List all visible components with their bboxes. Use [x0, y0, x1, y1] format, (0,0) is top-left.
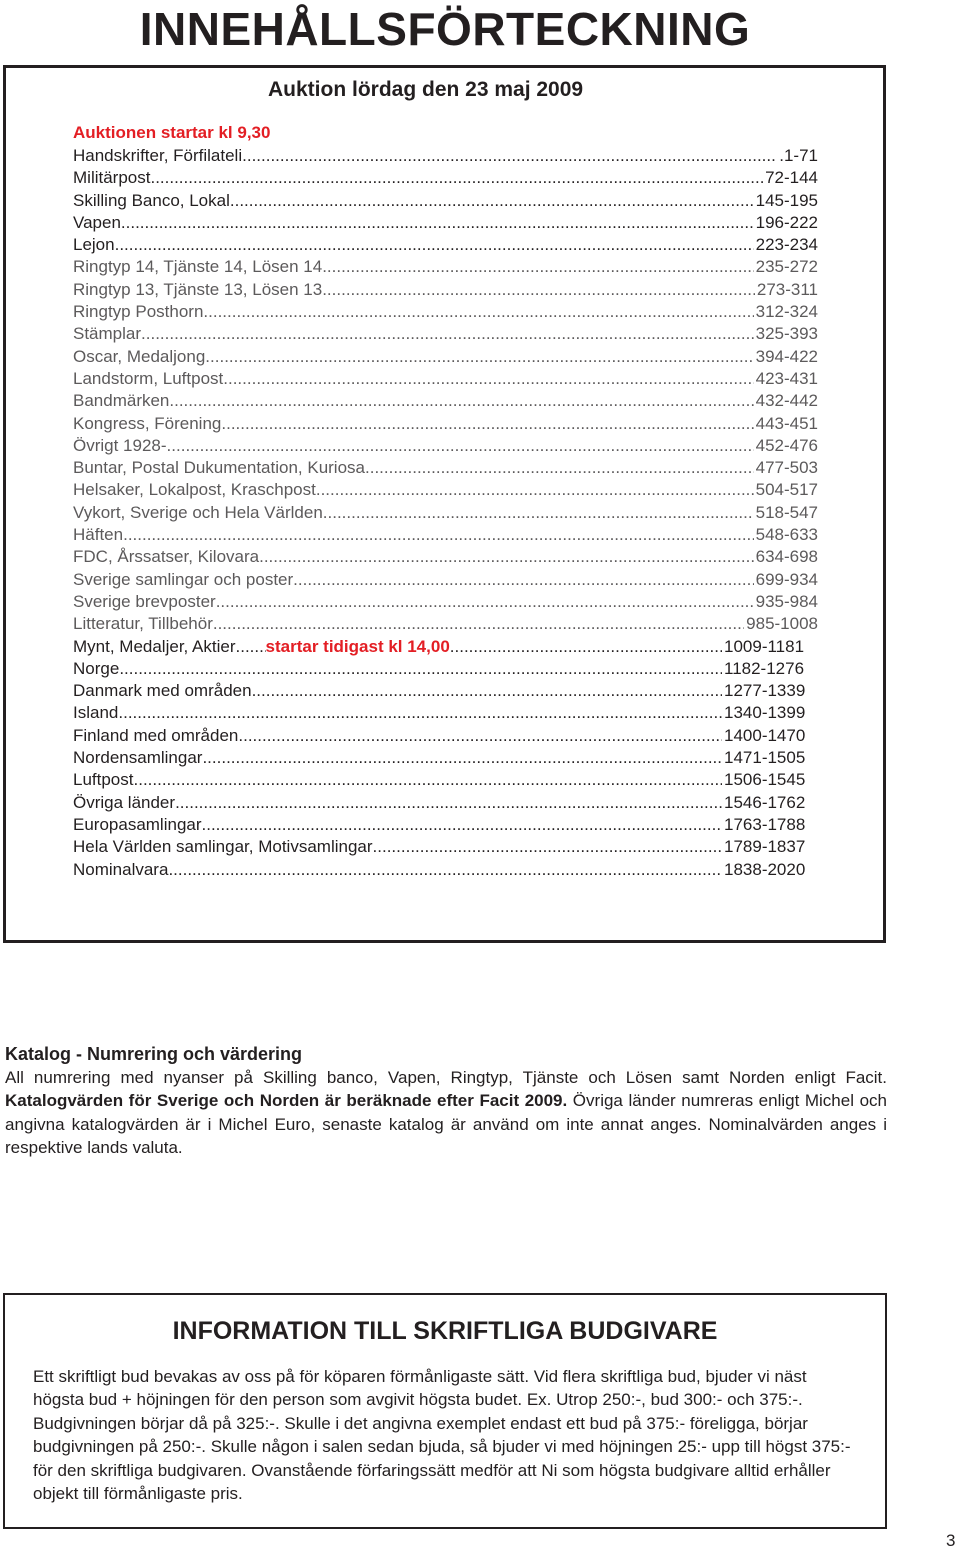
toc-label: Norge [73, 658, 120, 678]
toc-row [73, 613, 818, 635]
info-text: Ett skriftligt bud bevakas av oss på för köparen förmånligaste sätt. Vid flera skriftliga bud, bjuder vi näst högsta bud + höjningen för den person som avgivit högsta budet. Ex. Utrop 250:-, bud 300:- och 375:-. Budgivningen börjar då på 325:-. Skulle i det angivna exemplet endast ett bud på 375:- föreligga, börjar budgivningen på 250:-. Skulle någon i salen sedan bjuda, så bjuder vi med höjningen 25:- upp till högst 375:- för den skriftliga budgivaren. Ovanstående förfaringssätt medför att Ni som högsta budgivare alltid erhåller objekt till förmånligaste pris. [33, 1367, 851, 1504]
toc-leader-dots [322, 279, 755, 301]
toc-row [73, 435, 818, 457]
toc-leader-dots [121, 212, 754, 234]
toc-leader-dots [118, 702, 722, 724]
toc-range: 1277-1339 [724, 681, 806, 701]
toc-range: 273-311 [756, 279, 818, 299]
toc-label: Island [73, 703, 119, 723]
auction-start-note: Auktionen startar kl 9,30 [73, 123, 271, 142]
toc-label: Buntar, Postal Dukumentation, Kuriosa [73, 458, 365, 478]
catalog-text-part-1: All numrering med nyanser på Skilling banco, Vapen, Ringtyp, Tjänste och Lösen samt Norden enligt Facit. [5, 1068, 887, 1087]
toc-leader-dots [202, 747, 722, 769]
toc-leader-dots [365, 457, 754, 479]
catalog-text-part-2: Övriga länder numreras enligt Michel och angivna katalogvärden är i Michel Euro, senaste katalog är använd om inte annat anges. Nominalvärden anges i respektive lands valuta. [5, 1091, 887, 1157]
toc-range: 699-934 [755, 569, 818, 589]
toc-label: Sverige samlingar och poster [73, 569, 294, 589]
toc-row [73, 680, 818, 702]
toc-row [73, 323, 818, 345]
toc-row [73, 212, 818, 234]
toc-leader-dots [230, 190, 754, 212]
toc-leader-dots [123, 524, 754, 546]
toc-range: 1471-1505 [724, 748, 806, 768]
toc-row [73, 569, 818, 591]
toc-leader-dots [450, 636, 722, 658]
toc-row [73, 279, 818, 301]
toc-leader-dots [169, 390, 753, 412]
toc-leader-dots [167, 435, 754, 457]
toc-leader-dots [293, 569, 753, 591]
toc-leader-dots [236, 636, 266, 658]
toc-label: Vykort, Sverige och Hela Världen [73, 502, 323, 522]
toc-label: Hela Världen samlingar, Motivsamlingar [73, 837, 373, 857]
toc-label: Övrigt 1928- [73, 435, 167, 455]
toc-range: 312-324 [755, 302, 818, 322]
toc-row [73, 145, 818, 167]
toc-leader-dots [134, 769, 723, 791]
toc-range: 1340-1399 [724, 703, 806, 723]
toc-label: Militärpost [73, 168, 151, 188]
written-bids-info-box [3, 1293, 887, 1529]
toc-label: Häften [73, 525, 124, 545]
toc-leader-dots [223, 368, 753, 390]
toc-row [73, 167, 818, 189]
toc-range: 1789-1837 [724, 837, 806, 857]
toc-label: Övriga länder [73, 792, 176, 812]
toc-row [73, 636, 818, 658]
toc-label: Skilling Banco, Lokal [73, 190, 230, 210]
toc-range: 1763-1788 [724, 814, 806, 834]
auction-date-heading: Auktion lördag den 23 maj 2009 [268, 78, 584, 101]
toc-range: 235-272 [755, 257, 818, 277]
toc-range: 1182-1276 [724, 658, 805, 678]
info-title: INFORMATION TILL SKRIFTLIGA BUDGIVARE [172, 1317, 718, 1345]
toc-row [73, 725, 818, 747]
toc-leader-dots [205, 346, 753, 368]
toc-label: Danmark med områden [73, 681, 252, 701]
toc-label: Luftpost [73, 770, 134, 790]
toc-leader-dots [373, 836, 722, 858]
toc-range: 196-222 [755, 212, 818, 232]
toc-label: Europasamlingar [73, 814, 202, 834]
toc-list [73, 145, 818, 881]
toc-range: .1-71 [779, 146, 818, 165]
toc-row [73, 346, 818, 368]
toc-label: Nordensamlingar [73, 748, 203, 768]
toc-label: Vapen [73, 212, 121, 232]
toc-range: 985-1008 [746, 614, 818, 634]
toc-row [73, 658, 818, 680]
toc-row [73, 457, 818, 479]
toc-leader-dots [216, 591, 754, 613]
toc-label: Ringtyp 13, Tjänste 13, Lösen 13 [73, 279, 323, 299]
catalog-text-bold: Katalogvärden för Sverige och Norden är beräknade efter Facit 2009. [5, 1091, 568, 1111]
toc-leader-dots [259, 546, 754, 568]
catalog-section [5, 1042, 887, 1159]
toc-label: Litteratur, Tillbehör [73, 614, 213, 634]
toc-range: 443-451 [755, 413, 818, 433]
toc-leader-dots [175, 792, 722, 814]
toc-label: Kongress, Förening [73, 413, 222, 433]
toc-row [73, 190, 818, 212]
toc-row [73, 390, 818, 412]
toc-row [73, 702, 818, 724]
toc-range: 423-431 [755, 368, 818, 388]
toc-range: 223-234 [755, 235, 818, 255]
toc-range: 394-422 [755, 346, 818, 366]
toc-leader-dots [221, 413, 753, 435]
toc-leader-dots [202, 814, 722, 836]
toc-row [73, 814, 818, 836]
toc-row [73, 234, 818, 256]
toc-label: Bandmärken [73, 391, 170, 411]
toc-range: 1506-1545 [724, 770, 806, 790]
toc-label: Finland med områden [73, 725, 239, 745]
toc-leader-dots [238, 725, 722, 747]
toc-leader-dots [168, 859, 722, 881]
toc-row [73, 368, 818, 390]
toc-range: 1400-1470 [724, 725, 806, 745]
toc-range: 477-503 [755, 458, 818, 478]
toc-range: 548-633 [755, 525, 818, 545]
toc-label: Ringtyp 14, Tjänste 14, Lösen 14 [73, 257, 323, 277]
toc-range: 1009-1181 [724, 636, 805, 656]
toc-leader-dots [119, 658, 722, 680]
toc-leader-dots [203, 301, 753, 323]
toc-leader-dots [323, 502, 754, 524]
toc-row [73, 546, 818, 568]
toc-label: Stämplar [73, 324, 142, 344]
toc-leader-dots [316, 479, 754, 501]
toc-row [73, 792, 818, 814]
toc-range: 72-144 [765, 168, 818, 188]
toc-label: Mynt, Medaljer, Aktier [73, 636, 236, 656]
toc-label: Handskrifter, Förfilateli [73, 146, 243, 165]
toc-row [73, 524, 818, 546]
toc-row [73, 413, 818, 435]
toc-row [73, 256, 818, 278]
toc-row [73, 479, 818, 501]
toc-label: Sverige brevposter [73, 591, 216, 611]
toc-row [73, 836, 818, 858]
toc-range: 518-547 [755, 502, 818, 522]
toc-range: 432-442 [755, 391, 818, 411]
toc-range: 1838-2020 [724, 859, 806, 879]
toc-range: 634-698 [755, 547, 818, 567]
toc-range: 145-195 [755, 190, 818, 210]
catalog-title: Katalog - Numrering och värdering [5, 1044, 303, 1064]
toc-range: 935-984 [755, 591, 818, 611]
page-number: 3 [946, 1531, 956, 1550]
toc-label: Landstorm, Luftpost [73, 368, 224, 388]
toc-label: FDC, Årssatser, Kilovara [73, 547, 260, 567]
toc-row [73, 747, 818, 769]
toc-range: 504-517 [755, 480, 818, 500]
toc-label: Ringtyp Posthorn [73, 302, 204, 322]
toc-leader-dots [242, 145, 777, 167]
toc-leader-dots [322, 256, 753, 278]
toc-row [73, 502, 818, 524]
toc-leader-dots [115, 234, 754, 256]
toc-label: Lejon [73, 235, 115, 255]
toc-range: 452-476 [755, 435, 818, 455]
toc-note: startar tidigast kl 14,00 [265, 636, 450, 656]
toc-range: 325-393 [755, 324, 818, 344]
toc-label: Helsaker, Lokalpost, Kraschpost [73, 480, 316, 500]
toc-row [73, 301, 818, 323]
toc-leader-dots [141, 323, 754, 345]
page-title: INNEHÅLLSFÖRTECKNING [139, 3, 751, 55]
toc-range: 1546-1762 [724, 792, 806, 812]
toc-row [73, 591, 818, 613]
catalog-text [5, 1066, 887, 1159]
toc-row [73, 769, 818, 791]
toc-label: Oscar, Medaljong [73, 346, 206, 366]
toc-leader-dots [252, 680, 722, 702]
toc-label: Nominalvara [73, 859, 169, 879]
toc-row [73, 859, 818, 881]
toc-leader-dots [150, 167, 763, 189]
toc-leader-dots [213, 613, 744, 635]
